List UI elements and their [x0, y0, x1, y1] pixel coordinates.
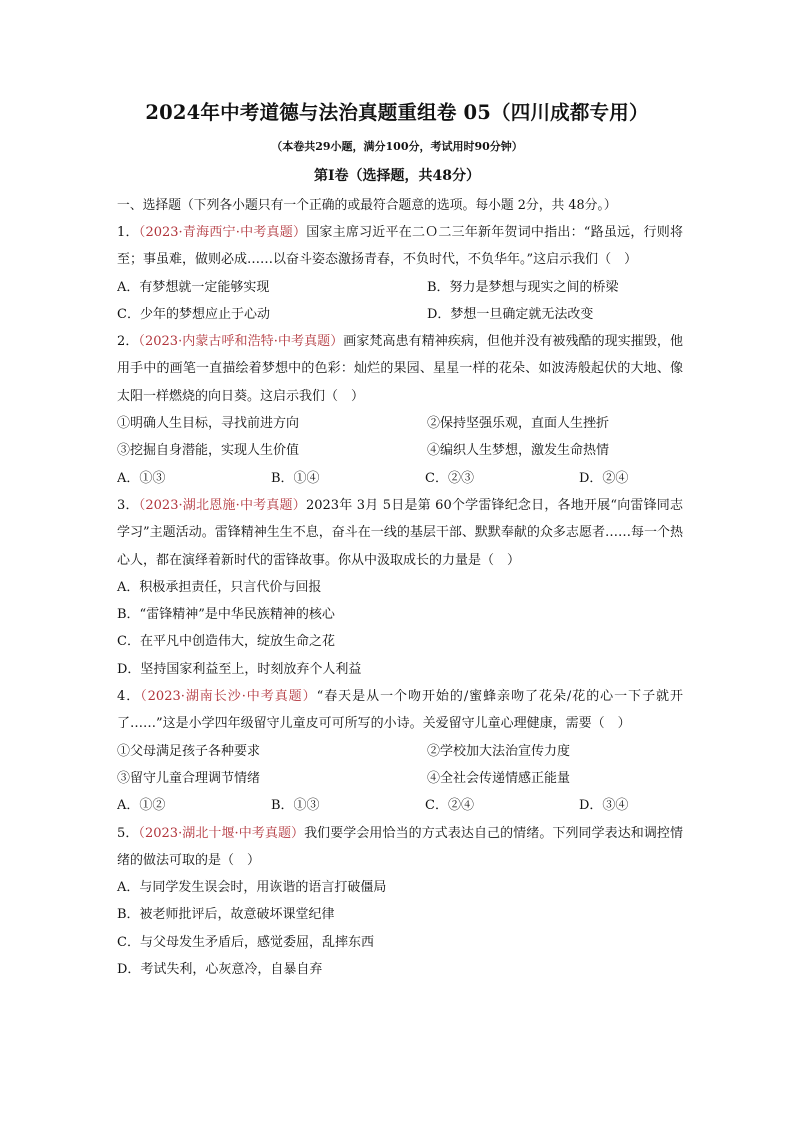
question-1: [117, 219, 683, 328]
statement-3: ③挖掘自身潜能，实现人生价值: [117, 443, 300, 459]
question-2-text: [117, 328, 683, 410]
question-source: （2023·内蒙古呼和浩特·中考真题）: [138, 334, 344, 350]
option-row: [117, 274, 683, 301]
option-b: B．努力是梦想与现实之间的桥梁: [427, 279, 619, 295]
option-d: D．②④: [579, 470, 629, 486]
option-b: B．①④: [271, 470, 320, 486]
question-source: （2023·湖北十堰·中考真题）: [138, 825, 305, 841]
question-number: 3．: [117, 497, 139, 513]
option-c: C．②③: [425, 470, 474, 486]
option-row: [117, 792, 683, 819]
question-source: （2023·湖北恩施·中考真题）: [138, 497, 306, 513]
question-5-text: [117, 820, 683, 875]
question-number: 4．: [117, 689, 141, 705]
question-stem: 2023年 3月 5日是第 60个学雷锋纪念日，各地开展“向雷锋同志学习”主题活动。雷锋精神生生不息，奋斗在一线的基层干部、默默奉献的众多志愿者……每一个热心人，都在演绎着新时代的雷锋故事。你从中汲取成长的力量是（ ）: [117, 497, 683, 568]
statement-row: [117, 437, 683, 464]
option-a: A．积极承担责任，只言代价与回报: [117, 579, 322, 595]
statement-2: ②保持坚强乐观，直面人生挫折: [427, 416, 610, 432]
exam-content: [117, 192, 683, 983]
question-3: [117, 492, 683, 683]
option-a: A．与同学发生误会时，用诙谐的语言打破僵局: [117, 880, 387, 896]
option-c: C．少年的梦想应止于心动: [117, 306, 270, 322]
option-a: A．①②: [117, 798, 166, 814]
option-d: D．③④: [579, 798, 629, 814]
option-row: [117, 465, 683, 492]
question-1-text: [117, 219, 683, 274]
question-3-text: [117, 492, 683, 574]
option-d: D．梦想一旦确定就无法改变: [427, 306, 594, 322]
page-title: 2024年中考道德与法治真题重组卷 05（四川成都专用）: [145, 101, 649, 124]
statement-1: ①父母满足孩子各种要求: [117, 743, 261, 759]
option-a: A．有梦想就一定能够实现: [117, 279, 270, 295]
question-number: 1．: [117, 225, 139, 240]
question-4: [117, 683, 683, 819]
statement-row: [117, 738, 683, 765]
question-stem: 画家梵高患有精神疾病，但他并没有被残酷的现实摧毁，他用手中的画笔一直描绘着梦想中的色彩：灿烂的果园、星星一样的花朵、如波涛般起伏的大地、像太阳一样燃烧的向日葵。这启示我们（ ）: [117, 334, 683, 404]
question-5: [117, 820, 683, 984]
option-c: C．②④: [425, 798, 474, 814]
option-b: B．“雷锋精神”是中华民族精神的核心: [117, 607, 335, 623]
option-d: D．考试失利，心灰意冷，自暴自弃: [117, 962, 323, 978]
option-c: C．与父母发生矛盾后，感觉委屈，乱摔东西: [117, 934, 374, 950]
option-c: C．在平凡中创造伟大，绽放生命之花: [117, 634, 335, 650]
statement-4: ④编织人生梦想，激发生命热情: [427, 443, 610, 459]
option-a: A．①③: [117, 470, 166, 486]
option-d: D．坚持国家利益至上，时刻放弃个人利益: [117, 661, 362, 677]
question-stem: “春天是从一个吻开始的/蜜蜂亲吻了花朵/花的心一下子就开了……”这是小学四年级留守儿童皮可可所写的小诗。关爱留守儿童心理健康，需要（ ）: [117, 689, 683, 732]
statement-row: [117, 765, 683, 792]
question-source: （2023·湖南长沙·中考真题）: [140, 689, 317, 705]
statement-3: ③留守儿童合理调节情绪: [117, 770, 261, 786]
statement-row: [117, 410, 683, 437]
option-row: [117, 301, 683, 328]
option-b: B．①③: [271, 798, 320, 814]
question-4-text: [117, 683, 683, 738]
statement-4: ④全社会传递情感正能量: [427, 770, 571, 786]
question-number: 2．: [117, 334, 139, 350]
question-2: [117, 328, 683, 492]
statement-1: ①明确人生目标，寻找前进方向: [117, 416, 300, 432]
exam-subtitle: （本卷共29小题，满分100分，考试用时90分钟）: [271, 140, 523, 153]
statement-2: ②学校加大法治宣传力度: [427, 743, 571, 759]
section-heading: 一、选择题（下列各小题只有一个正确的或最符合题意的选项。每小题 2分，共 48分。）: [117, 198, 617, 213]
option-b: B．被老师批评后，故意破坏课堂纪律: [117, 907, 335, 923]
question-number: 5．: [117, 825, 139, 841]
question-stem: 国家主席习近平在二Ｏ二三年新年贺词中指出：“路虽远，行则将至；事虽难，做则必成……以奋斗姿态激扬青春，不负时代，不负华年。”这启示我们（ ）: [117, 225, 683, 268]
part-title: 第Ⅰ卷（选择题，共48分）: [313, 168, 481, 184]
question-stem: 我们要学会用恰当的方式表达自己的情绪。下列同学表达和调控情绪的做法可取的是（ ）: [117, 825, 683, 868]
question-source: （2023·青海西宁·中考真题）: [138, 225, 307, 240]
